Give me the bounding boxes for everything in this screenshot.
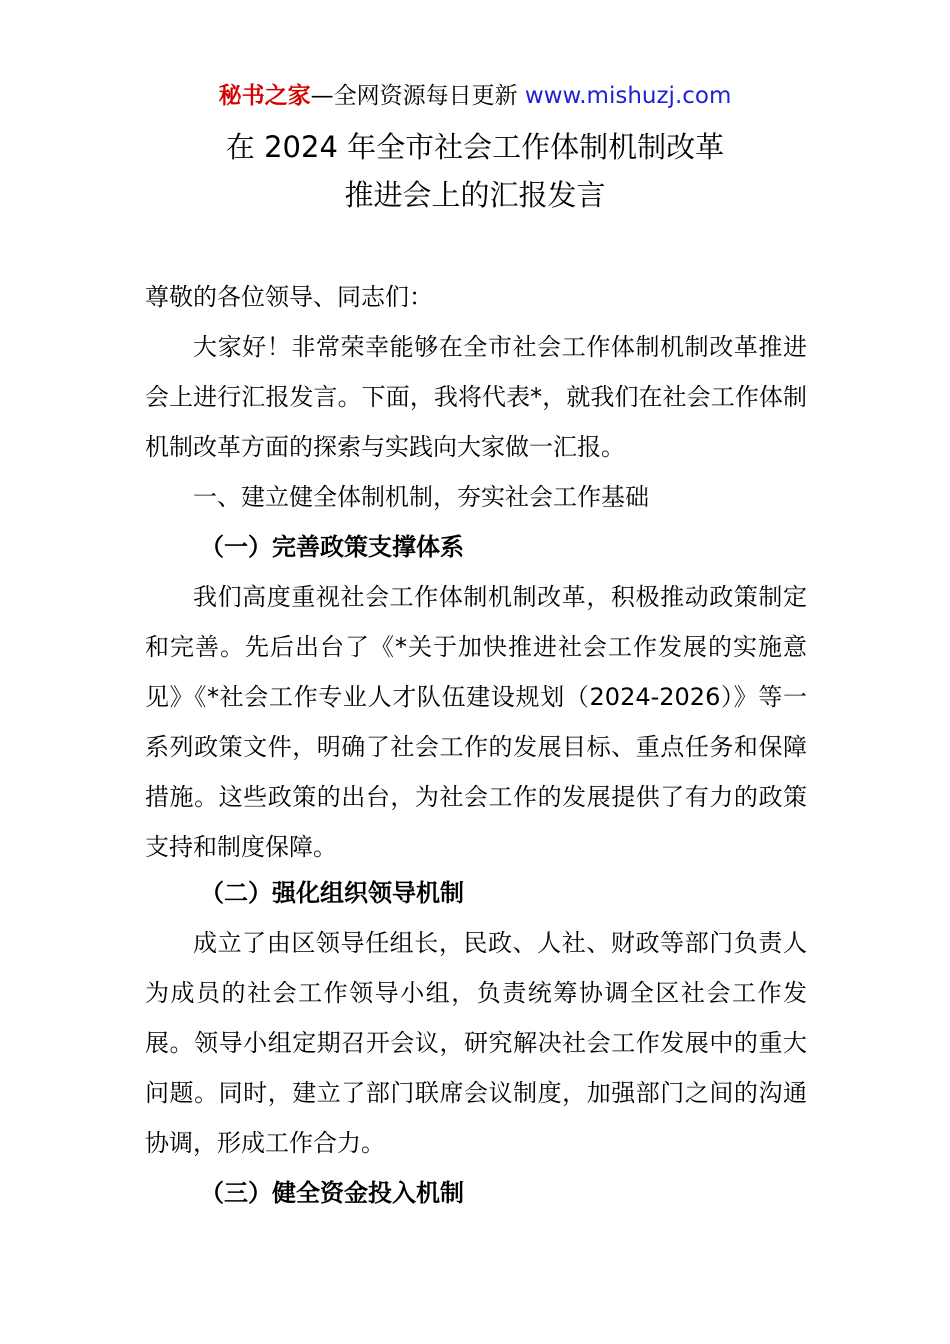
subsection-heading-2: （二）强化组织领导机制 <box>200 879 464 907</box>
site-header <box>0 80 950 112</box>
intro-paragraph: 大家好！非常荣幸能够在全市社会工作体制机制改革推进会上进行汇报发言。下面，我将代表*，就我们在社会工作体制机制改革方面的探索与实践向大家做一汇报。 <box>145 333 807 461</box>
section-heading-1: 一、建立健全体制机制，夯实社会工作基础 <box>193 483 649 511</box>
header-tagline: —全网资源每日更新 <box>310 83 518 109</box>
site-url-link[interactable]: www.mishuzj.com <box>524 83 732 109</box>
document-title-line-1: 在 2024 年全市社会工作体制机制改革 <box>225 130 725 164</box>
subsection-heading-3: （三）健全资金投入机制 <box>200 1179 464 1207</box>
subsection-paragraph-2: 成立了由区领导任组长，民政、人社、财政等部门负责人为成员的社会工作领导小组，负责统筹协调全区社会工作发展。领导小组定期召开会议，研究解决社会工作发展中的重大问题。同时，建立了部门联席会议制度，加强部门之间的沟通协调，形成工作合力。 <box>145 929 807 1157</box>
salutation: 尊敬的各位领导、同志们： <box>145 283 433 311</box>
brand-name: 秘书之家 <box>218 83 311 109</box>
document-title-line-2: 推进会上的汇报发言 <box>344 178 606 212</box>
subsection-heading-1: （一）完善政策支撑体系 <box>200 533 464 561</box>
subsection-paragraph-1: 我们高度重视社会工作体制机制改革，积极推动政策制定和完善。先后出台了《*关于加快推进社会工作发展的实施意见》《*社会工作专业人才队伍建设规划（2024-2026）》等一系列政策文件，明确了社会工作的发展目标、重点任务和保障措施。这些政策的出台，为社会工作的发展提供了有力的政策支持和制度保障。 <box>145 583 807 861</box>
